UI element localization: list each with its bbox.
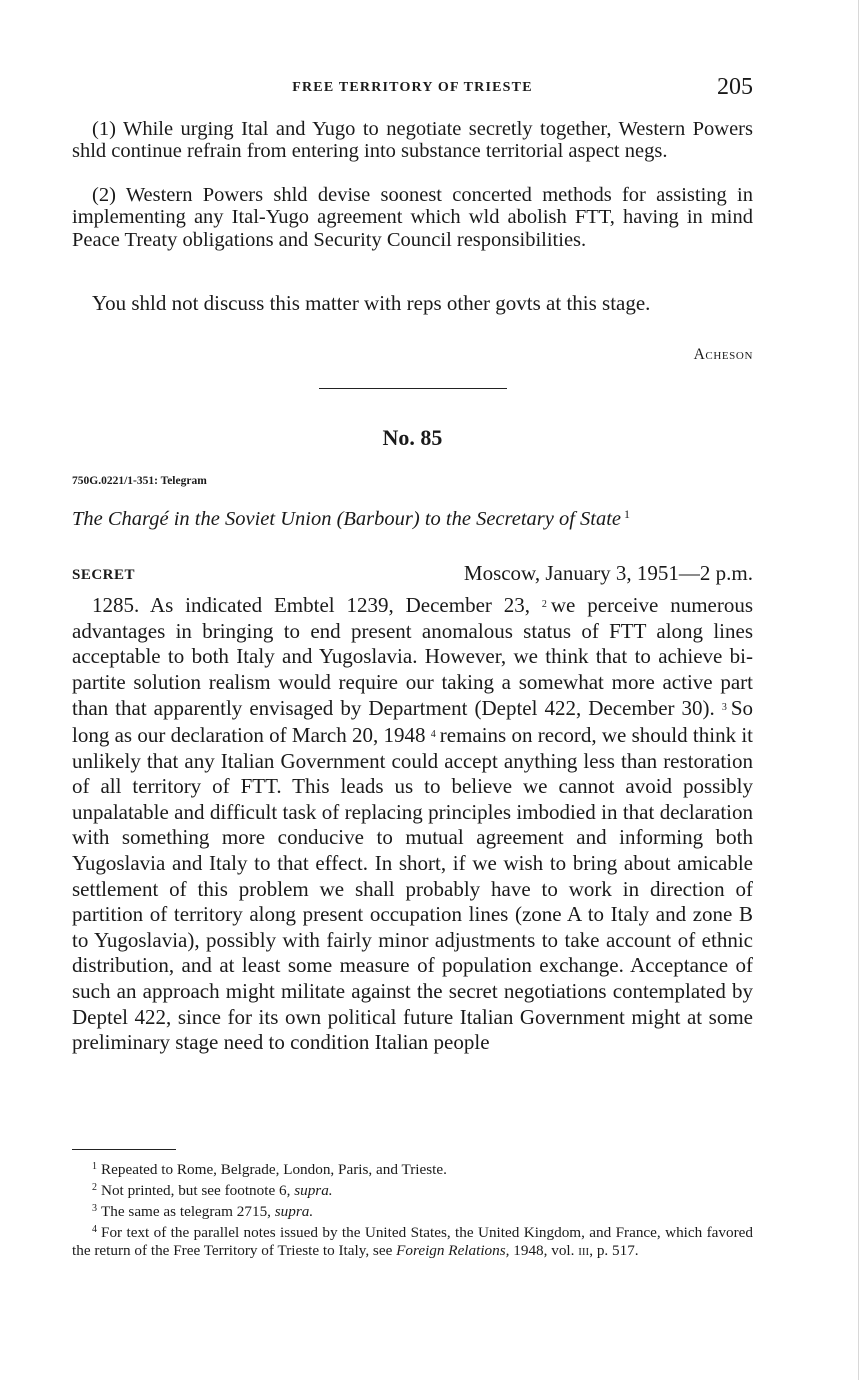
document-title xyxy=(72,507,753,531)
footnote-2 xyxy=(72,1179,753,1200)
footnote-4-tail-a: 1948, vol. xyxy=(513,1242,575,1259)
document-number: No. 85 xyxy=(382,425,443,450)
telegram-body-part-3: So long as our declaration of March 20, 1948 xyxy=(72,696,754,747)
file-reference: 750G.0221/1-351: Telegram xyxy=(72,475,207,487)
dateline: Moscow, January 3, 1951—2 p.m. xyxy=(463,561,753,585)
footnotes xyxy=(72,1158,753,1260)
classification-label: SECRET xyxy=(72,567,136,583)
footnote-4-italic: Foreign Relations, xyxy=(396,1242,510,1259)
telegram-body-part-1: 1285. As indicated Embtel 1239, December 23, xyxy=(92,593,530,617)
footnote-ref-3: 3 xyxy=(721,702,727,714)
instruction-item-2: (2) Western Powers shld devise soonest concerted methods for assisting in implementing any Ital-Yugo agreement which wld abolish FTT, having in mind Peace Treaty obligations and Security Council responsibilities. xyxy=(72,184,753,251)
footnote-2-italic: supra. xyxy=(294,1182,333,1199)
telegram-body-part-4: remains on record, we should think it unlikely that any Italian Government could accept anything less than restoration of all territory of FTT. This leads us to believe we cannot avoid possibly unpalatable and difficult task of replacing principles imbodied in that declaration with something more conducive to mutual agreement and informing both Yugoslavia and Italy to that effect. In short, if we wish to bring about amicable settlement of this problem we shall probably have to work in direction of partition of territory along present occupation lines (zone A to Italy and zone B to Yugoslavia), possibly with fairly minor adjustments to take account of ethnic distribution, and at least some measure of population exchange. Acceptance of such an approach might militate against the secret negotiations contemplated by Deptel 422, since for its own political future Italian Government might at some preliminary stage need to condition Italian people xyxy=(72,722,754,1055)
telegram-body-part-2: we perceive numerous advantages in bringing to end present anomalous status of FTT along lines acceptable to both Italy and Yugoslavia. However, we think that to achieve bi-partite solution realism would require our taking a somewhat more active part than that apparently envisaged by Department (Deptel 422, December 30). xyxy=(72,593,754,721)
running-head-title: FREE TERRITORY OF TRIESTE xyxy=(292,80,533,95)
footnote-1 xyxy=(72,1158,753,1179)
footnote-4-text: For text of the parallel notes issued by the United States, the United Kingdom, and France, which favored the return of the Free Territory of Trieste to Italy, see xyxy=(72,1224,753,1259)
footnote-1-mark: 1 xyxy=(92,1161,97,1172)
footnote-ref-4: 4 xyxy=(430,728,436,740)
footnote-4-mark: 4 xyxy=(92,1224,97,1235)
footnote-3-mark: 3 xyxy=(92,1203,97,1214)
telegram-body xyxy=(72,592,753,1056)
signature: Acheson xyxy=(693,346,753,363)
footnote-ref-1: 1 xyxy=(624,507,631,521)
footnote-4 xyxy=(72,1221,753,1260)
footnote-2-mark: 2 xyxy=(92,1182,97,1193)
footnote-4-tail-b: , p. 517. xyxy=(589,1242,639,1259)
footnote-3 xyxy=(72,1200,753,1221)
running-head xyxy=(72,74,753,104)
section-divider xyxy=(319,388,507,389)
footnote-3-italic: supra. xyxy=(274,1203,314,1220)
footnote-1-text: Repeated to Rome, Belgrade, London, Paris, and Trieste. xyxy=(101,1161,447,1178)
footnote-ref-2: 2 xyxy=(541,599,547,610)
document-title-text: The Chargé in the Soviet Union (Barbour) to the Secretary of State xyxy=(72,508,622,530)
instruction-item-1: (1) While urging Ital and Yugo to negotiate secretly together, Western Powers shld continue refrain from entering into substance territorial aspect negs. xyxy=(72,118,753,163)
footnote-2-text: Not printed, but see footnote 6, xyxy=(101,1182,291,1199)
scan-edge-line xyxy=(858,0,859,1380)
page-number: 205 xyxy=(717,74,753,100)
footnote-divider xyxy=(72,1149,176,1150)
closing-paragraph: You shld not discuss this matter with reps other govts at this stage. xyxy=(92,291,651,315)
footnote-4-volume: iii xyxy=(578,1242,590,1259)
footnote-3-text: The same as telegram 2715, xyxy=(101,1203,271,1220)
